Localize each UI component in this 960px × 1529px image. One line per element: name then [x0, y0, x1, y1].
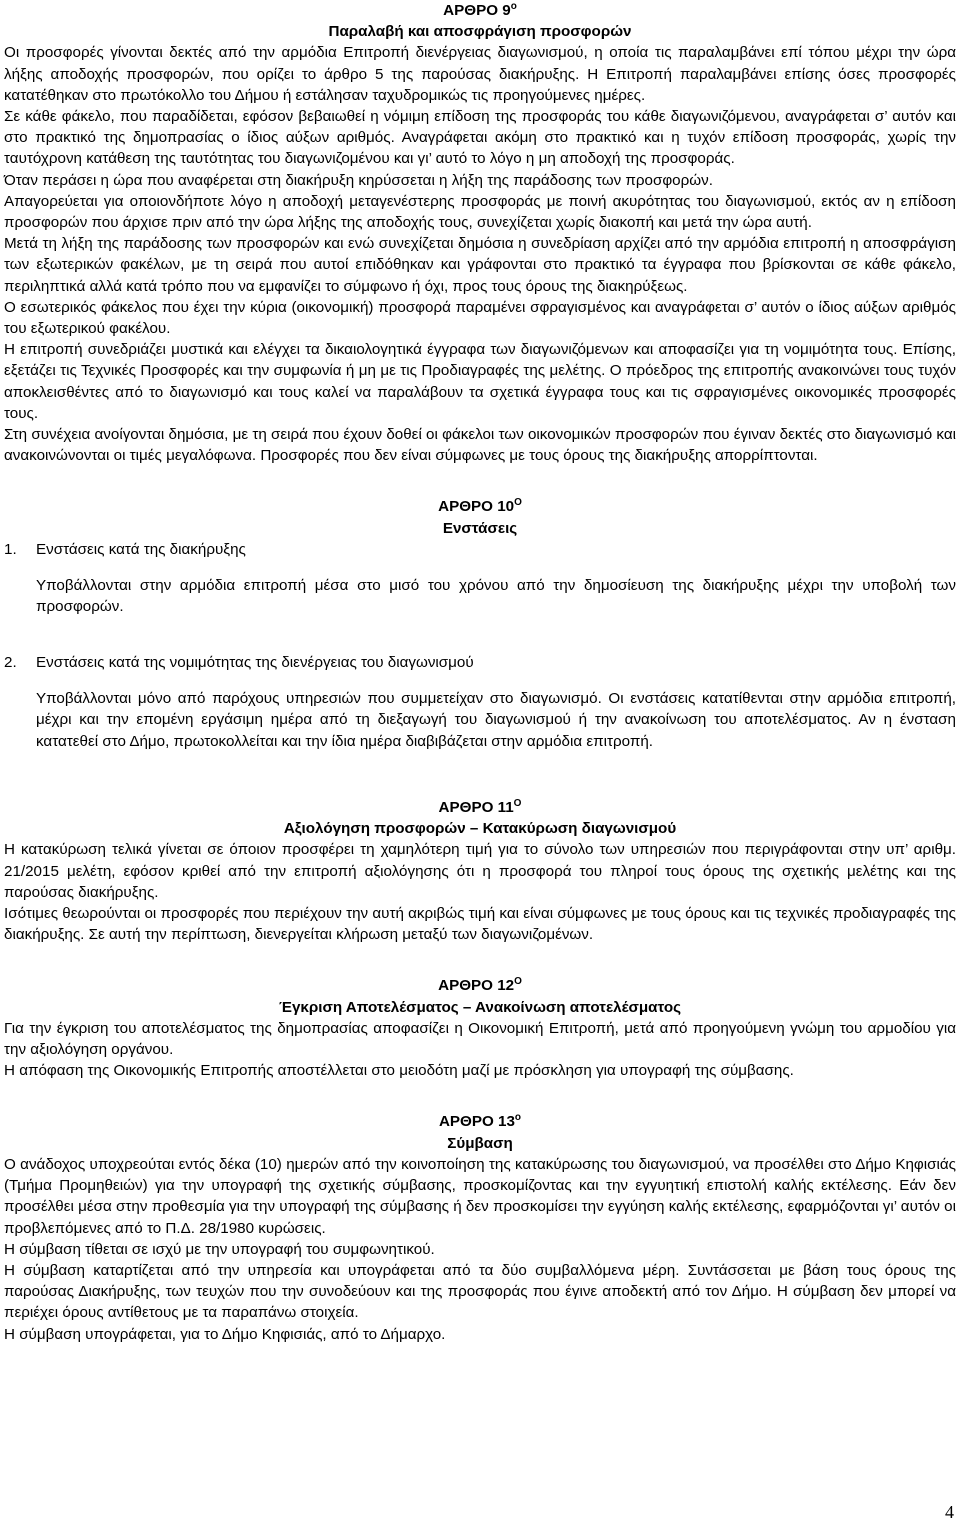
article-9-paragraph-8: Στη συνέχεια ανοίγονται δημόσια, με τη σειρά που έχουν δοθεί οι φάκελοι των οικονομικών προσφορών που έγιναν δεκτές στο διαγωνισμό και ανακοινώνονται οι τιμές μεγαλόφωνα. Προσφορές που δεν είναι σύμφωνες με τους όρους της διακήρυξης απορρίπτονται.	[4, 426, 956, 465]
article-10	[4, 496, 956, 751]
document-page	[4, 0, 956, 1345]
article-9-heading	[4, 0, 956, 21]
article-12	[4, 975, 956, 1081]
article-11-subtitle: Αξιολόγηση προσφορών – Κατακύρωση διαγωνισμού	[283, 820, 677, 838]
item-1-text: Υποβάλλονται στην αρμόδια επιτροπή μέσα στο μισό του χρόνου από την δημοσίευση της διακήρυξης μέχρι την υποβολή των προσφορών.	[36, 577, 956, 616]
article-13-heading	[4, 1111, 956, 1132]
article-13-paragraph-1: Ο ανάδοχος υποχρεούται εντός δέκα (10) ημερών από την κοινοποίηση της κατακύρωσης του διαγωνισμού, να προσέλθει στο Δήμο Κηφισιάς (Τμήμα Προμηθειών) για την υπογραφή της σχετικής σύμβασης, προσκομίζοντας και την εγγυητική επιστολή καλής εκτέλεσης. Εάν δεν προσέλθει μέσα στην προθεσμία για την υπογραφή της σύμβασης ή δεν προσκομίσει την εγγύηση καλής εκτέλεσης, εφαρμόζονται γι’ αυτόν οι προβλεπόμενες από το Π.Δ. 28/1980 κυρώσεις.	[4, 1155, 956, 1237]
spacer	[4, 767, 956, 797]
article-10-subtitle: Ενστάσεις	[442, 519, 518, 537]
spacer	[4, 1081, 956, 1111]
page-number: 4	[945, 1502, 954, 1522]
article-11	[4, 797, 956, 945]
article-11-paragraph-1: Η κατακύρωση τελικά γίνεται σε όποιον προσφέρει τη χαμηλότερη τιμή για το σύνολο των υπηρεσιών που περιγράφονται στην υπ’ αριθμ. 21/2015 μελέτη, εφόσον κριθεί από την επιτροπή αξιολόγησης ότι η προσφορά του πληροί τους όρους της σχετικής μελέτης και της παρούσας διακήρυξης.	[4, 841, 956, 901]
article-9-heading-sup: ο	[510, 0, 517, 12]
article-11-heading-text: ΑΡΘΡΟ 11	[438, 799, 514, 817]
article-13-paragraph-3: Η σύμβαση καταρτίζεται από την υπηρεσία και υπογράφεται από τα δύο συμβαλλόμενα μέρη. Συντάσσεται με βάση τους όρους της παρούσας Διακήρυξης, των τευχών που την συνοδεύουν και της προσφοράς που έγινε αποδεκτή από τον Δήμο. Η σύμβαση δεν μπορεί να περιέχει όρους αντίθετους με τα παραπάνω στοιχεία.	[4, 1261, 956, 1322]
item-2-title-row	[4, 652, 956, 673]
article-10-heading-sup: Ο	[514, 497, 522, 509]
spacer	[4, 633, 956, 652]
article-9	[4, 0, 956, 466]
article-9-paragraph-3: Όταν περάσει η ώρα που αναφέρεται στη διακήρυξη κηρύσσεται η λήξη της παράδοσης των προσφορών.	[4, 171, 713, 189]
article-13-subtitle: Σύμβαση	[447, 1134, 513, 1152]
article-13	[4, 1111, 956, 1344]
article-9-paragraph-6: Ο εσωτερικός φάκελος που έχει την κύρια (οικονομική) προσφορά παραμένει σφραγισμένος και αναγράφεται σ’ αυτόν ο ίδιος αύξων αριθμός του εξωτερικού φακέλου.	[4, 298, 956, 338]
article-11-paragraph-2: Ισότιμες θεωρούνται οι προσφορές που περιέχουν την αυτή ακριβώς τιμή και είναι σύμφωνες με τους όρους και τις τεχνικές προδιαγραφές της διακήρυξης. Σε αυτή την περίπτωση, διενεργείται κλήρωση μεταξύ των διαγωνιζομένων.	[4, 905, 956, 944]
article-12-heading-text: ΑΡΘΡΟ 12	[438, 977, 515, 995]
article-10-heading	[4, 496, 956, 517]
article-11-heading	[4, 797, 956, 818]
article-10-heading-text: ΑΡΘΡΟ 10	[438, 498, 515, 516]
article-12-heading-sup: Ο	[514, 976, 522, 988]
spacer	[4, 945, 956, 975]
article-13-paragraph-2: Η σύμβαση τίθεται σε ισχύ με την υπογραφή του συμφωνητικού.	[4, 1240, 435, 1258]
item-1-title-row	[4, 539, 956, 560]
article-9-subtitle: Παραλαβή και αποσφράγιση προσφορών	[328, 23, 632, 41]
spacer	[4, 466, 956, 496]
article-13-paragraph-4: Η σύμβαση υπογράφεται, για το Δήμο Κηφισιάς, από το Δήμαρχο.	[4, 1325, 446, 1343]
item-1-title: Ενστάσεις κατά της διακήρυξης	[36, 540, 246, 558]
article-9-paragraph-7: Η επιτροπή συνεδριάζει μυστικά και ελέγχει τα δικαιολογητικά έγγραφα των διαγωνιζόμενων και αποφασίζει για τη νομιμότητα τους. Επίσης, εξετάζει τις Τεχνικές Προσφορές και την συμφωνία ή μη με τις Προδιαγραφές της μελέτης. Ο πρόεδρος της επιτροπής ανακοινώνει τους τυχόν αποκλεισθέντες από το διαγωνισμό και τους καλεί να παραλάβουν τα σχετικά έγγραφα τους και τις σφραγισμένες οικονομικές προσφορές τους.	[4, 341, 956, 422]
article-12-heading	[4, 975, 956, 996]
article-9-paragraph-1: Οι προσφορές γίνονται δεκτές από την αρμόδια Επιτροπή διενέργειας διαγωνισμού, η οποία τις παραλαμβάνει επί τόπου μέχρι την ώρα λήξης αποδοχής προσφορών, που ορίζει το άρθρο 5 της παρούσας διακήρυξης. Η Επιτροπή παραλαμβάνει επίσης όσες προσφορές κατατέθηκαν στο πρωτόκολλο του Δήμου ή εστάλησαν ταχυδρομικώς τις προηγούμενες ημέρες.	[4, 44, 956, 104]
article-9-paragraph-4: Απαγορεύεται για οποιονδήποτε λόγο η αποδοχή μεταγενέστερης προσφοράς με ποινή ακυρότητας του διαγωνισμού, εκτός αν η επίδοση προσφορών που άρχισε πριν από την ώρα λήξης της αποδοχής τους, συνεχίζεται χωρίς διακοπή και μετά την ώρα αυτή.	[4, 192, 956, 232]
article-13-heading-text: ΑΡΘΡΟ 13	[438, 1113, 515, 1131]
item-2-number: 2.	[4, 653, 17, 671]
article-10-item-2	[4, 652, 956, 752]
article-12-paragraph-2: Η απόφαση της Οικονομικής Επιτροπής αποστέλλεται στο μειοδότη μαζί με πρόσκληση για υπογραφή της σύμβασης.	[4, 1062, 794, 1080]
article-10-item-1	[4, 539, 956, 618]
article-9-paragraph-5: Μετά τη λήξη της παράδοσης των προσφορών και ενώ συνεχίζεται δημόσια η συνεδρίαση αρχίζει από την αρμόδια επιτροπή η αποσφράγιση των εξωτερικών φακέλων, με τη σειρά που αυτοί επιδόθηκαν και γράφονται στο πρακτικό τα έγγραφα που βρίσκονται σε κάθε φάκελο, περιληπτικά αλλά κατά τρόπο που να εμφανίζει το σύμφωνο ή όχι, προς τους όρους της διακηρύξεως.	[4, 235, 956, 295]
article-12-subtitle: Έγκριση Αποτελέσματος – Ανακοίνωση αποτελέσματος	[278, 998, 682, 1016]
article-9-heading-text: ΑΡΘΡΟ 9	[443, 2, 511, 19]
item-2-text: Υποβάλλονται μόνο από παρόχους υπηρεσιών που συμμετείχαν στο διαγωνισμό. Οι ενστάσεις κατατίθενται στην αρμόδια επιτροπή, μέχρι και την επομένη εργάσιμη ημέρα από τη διεξαγωγή του διαγωνισμού ή την ανακοίνωση του αποτελέσματος. Αν η ένσταση κατατεθεί στο Δήμο, πρωτοκολλείται και την ίδια ημέρα διαβιβάζεται στην αρμόδια επιτροπή.	[36, 690, 956, 750]
item-2-title: Ενστάσεις κατά της νομιμότητας της διενέργειας του διαγωνισμού	[36, 653, 474, 671]
article-9-paragraph-2: Σε κάθε φάκελο, που παραδίδεται, εφόσον βεβαιωθεί η νόμιμη επίδοση της προσφοράς του κάθε διαγωνιζόμενου, αναγράφεται σ’ αυτόν και στο πρακτικό της δημοπρασίας ο ίδιος αύξων αριθμός. Αναγράφεται ακόμη στο πρακτικό και η τυχόν επίδοση προσφοράς, χωρίς την ταυτόχρονη κατάθεση της ταυτότητας του διαγωνιζομένου και γι’ αυτό το λόγο η μη αποδοχή της προσφοράς.	[4, 108, 956, 168]
article-12-paragraph-1: Για την έγκριση του αποτελέσματος της δημοπρασίας αποφασίζει η Οικονομική Επιτροπή, μετά από προηγούμενη γνώμη του αρμοδίου για την αξιολόγηση οργάνου.	[4, 1019, 956, 1059]
item-1-number: 1.	[4, 540, 17, 558]
article-11-heading-sup: Ο	[513, 797, 522, 809]
article-13-heading-sup: ο	[514, 1112, 522, 1124]
